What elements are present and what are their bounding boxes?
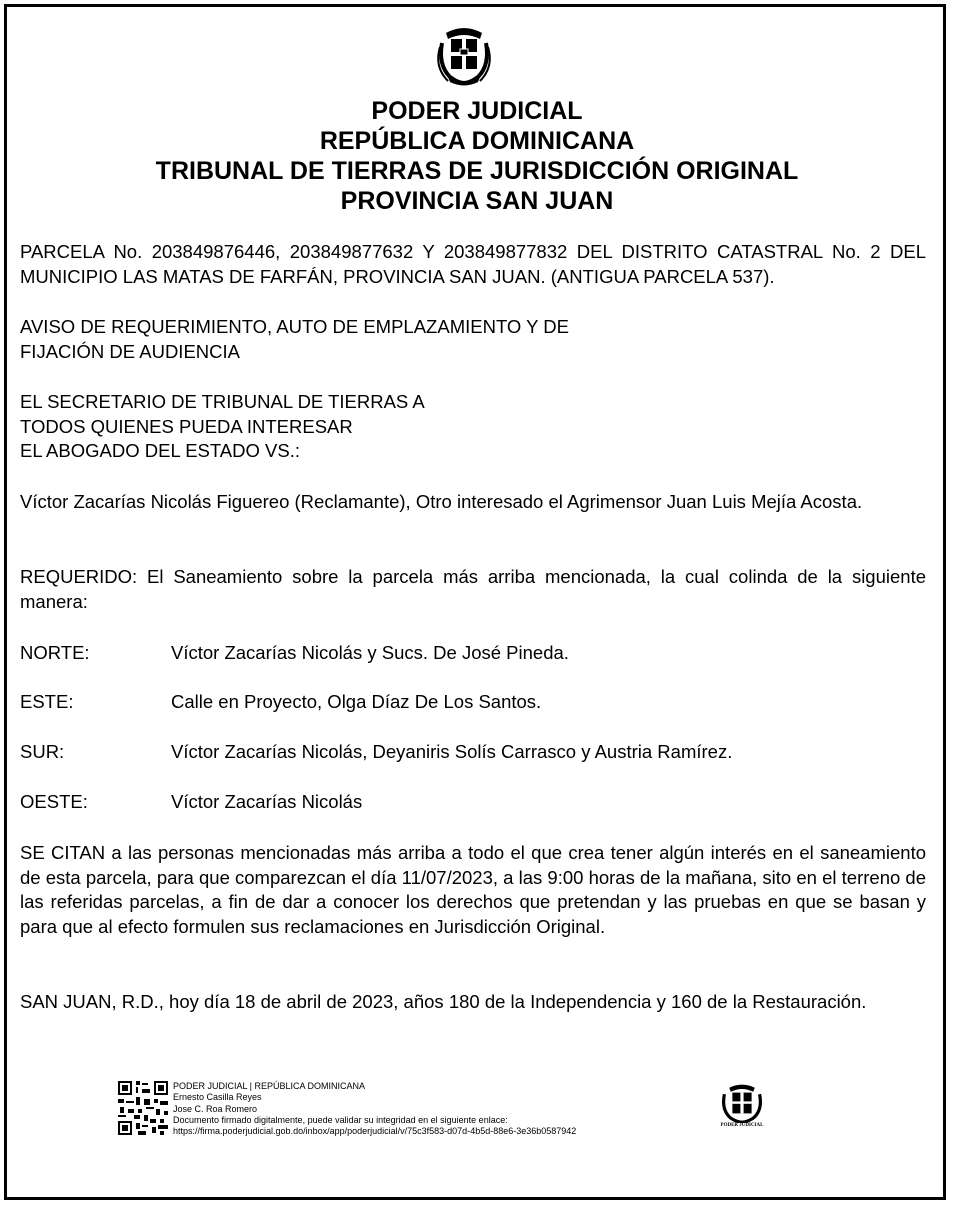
header-line-2: REPÚBLICA DOMINICANA <box>319 127 635 155</box>
boundary-label: ESTE: <box>20 691 74 712</box>
header-line-4: PROVINCIA SAN JUAN <box>340 187 614 215</box>
qr-code-icon[interactable] <box>118 1081 168 1135</box>
boundary-value: Víctor Zacarías Nicolás, Deyaniris Solís Carrasco y Austria Ramírez. <box>171 741 733 762</box>
secretario-line-1: EL SECRETARIO DE TRIBUNAL DE TIERRAS A <box>20 391 425 412</box>
requerido-paragraph: REQUERIDO: El Saneamiento sobre la parcela más arriba mencionada, la cual colinda de la siguiente manera: <box>20 566 926 612</box>
header-line-3: TRIBUNAL DE TIERRAS DE JURISDICCIÓN ORIGINAL <box>155 157 799 185</box>
aviso-line-2: FIJACIÓN DE AUDIENCIA <box>20 340 240 362</box>
signature-institution: PODER JUDICIAL | REPÚBLICA DOMINICANA <box>173 1081 366 1091</box>
coat-of-arms-icon <box>434 25 494 87</box>
aviso-line-1: AVISO DE REQUERIMIENTO, AUTO DE EMPLAZAMIENTO Y DE <box>20 316 569 337</box>
secretario-paragraph <box>20 390 926 464</box>
signature-signer-2: Jose C. Roa Romero <box>173 1103 258 1114</box>
signature-signer-1: Ernesto Casilla Reyes <box>173 1092 262 1103</box>
parties-paragraph: Víctor Zacarías Nicolás Figuereo (Reclamante), Otro interesado el Agrimensor Juan Luis Mejía Acosta. <box>20 491 863 512</box>
judicial-seal <box>718 1083 766 1138</box>
boundary-value: Víctor Zacarías Nicolás y Sucs. De José Pineda. <box>171 642 569 663</box>
secretario-line-2: TODOS QUIENES PUEDA INTERESAR <box>20 415 353 437</box>
signature-note: Documento firmado digitalmente, puede validar su integridad en el siguiente enlace: <box>173 1114 508 1125</box>
parcela-paragraph: PARCELA No. 203849876446, 203849877632 Y 203849877832 DEL DISTRITO CATASTRAL No. 2 DEL MUNICIPIO LAS MATAS DE FARFÁN, PROVINCIA SAN JUAN. (ANTIGUA PARCELA 537). <box>20 241 926 287</box>
signature-link[interactable]: https://firma.poderjudicial.gob.do/inbox/app/poderjudicial/v/75c3f583-d07d-4b5d-88e6-3e36b0587942 <box>173 1126 577 1137</box>
boundary-label: NORTE: <box>20 642 90 663</box>
boundary-label: SUR: <box>20 741 65 762</box>
signature-text <box>173 1081 576 1137</box>
boundary-value: Víctor Zacarías Nicolás <box>171 791 363 812</box>
header-line-1: PODER JUDICIAL <box>371 97 583 125</box>
document-header <box>20 96 934 216</box>
closing-paragraph: SAN JUAN, R.D., hoy día 18 de abril de 2023, años 180 de la Independencia y 160 de la Restauración. <box>20 991 867 1012</box>
secretario-line-3: EL ABOGADO DEL ESTADO VS.: <box>20 440 300 461</box>
aviso-paragraph <box>20 315 926 364</box>
boundary-label: OESTE: <box>20 791 88 812</box>
small-coat-of-arms-icon <box>718 1083 766 1123</box>
seal-caption: PODER JUDICIAL <box>720 1123 764 1128</box>
boundary-value: Calle en Proyecto, Olga Díaz De Los Santos. <box>171 691 542 712</box>
citan-paragraph: SE CITAN a las personas mencionadas más arriba a todo el que crea tener algún interés en el saneamiento de esta parcela, para que comparezcan el día 11/07/2023, a las 9:00 horas de la mañana, sito en el terreno de las referidas parcelas, a fin de dar a conocer los derechos que pretendan y las pruebas en que se basan y para que al efecto formulen sus reclamaciones en Jurisdicción Original. <box>20 842 926 937</box>
